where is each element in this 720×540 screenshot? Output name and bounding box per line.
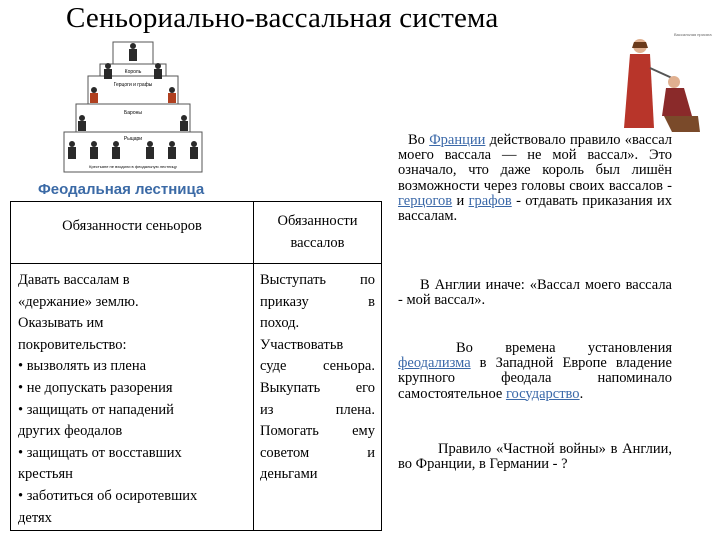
lord-duty-line: • заботиться об осиротевших — [18, 487, 198, 504]
p3-text-b: в Западной Европе владение крупного феодала напоминало самостоятельное — [398, 355, 672, 402]
p1-text-a: Во — [408, 132, 430, 148]
p1-text-c: и — [452, 192, 469, 209]
lord-duty-line: Давать вассалам в — [18, 272, 130, 288]
lord-duty-line: • не допускать разорения — [18, 379, 173, 396]
vassals-duties-list — [254, 264, 381, 486]
vassal-duty-line: Выступать по — [260, 272, 375, 288]
lord-duty-line: покровительство: — [18, 336, 127, 353]
vassal-duty-line: советом и — [260, 444, 375, 461]
vassal-duty-line: деньгами — [260, 466, 318, 483]
paragraph-england-rule — [398, 278, 672, 308]
ladder-level-king: Король — [124, 69, 142, 75]
link-feudalism[interactable]: феодализма — [398, 355, 471, 372]
lord-duty-line: Оказывать им — [18, 315, 104, 332]
lord-duty-line: других феодалов — [18, 423, 123, 440]
p3-text-a: Во времена установления — [456, 340, 672, 356]
header-lords-text: Обязанности сеньоров — [62, 218, 202, 234]
ladder-caption: Феодальная лестница — [38, 181, 205, 198]
lord-duty-line: крестьян — [18, 466, 73, 483]
paragraph-feudalism — [398, 341, 672, 402]
vassal-duty-line: из плена. — [260, 401, 375, 418]
p3-text-c: . — [579, 385, 584, 402]
link-france[interactable]: Франции — [429, 132, 486, 148]
page-title: Сеньориально-вассальная система — [66, 2, 499, 34]
p4-text: Правило «Частной войны» в Англии, во Франции, в Германии - ? — [398, 441, 672, 473]
lords-duties-cell — [11, 264, 254, 531]
lord-duty-line: детях — [18, 509, 52, 526]
lord-duty-line: • защищать от восставших — [18, 444, 182, 461]
header-vassals-line1: Обязанности — [277, 213, 358, 229]
vassal-homage-illustration — [602, 28, 714, 140]
vassals-duties-cell — [254, 264, 382, 531]
lord-duty-line: • защищать от нападений — [18, 401, 174, 418]
lords-duties-list — [11, 264, 253, 529]
ladder-drawing — [58, 40, 208, 180]
vassal-duty-line: Выкупать его — [260, 379, 375, 396]
p2-text: В Англии иначе: «Вассал моего вассала - мой вассал». — [398, 277, 672, 309]
paragraph-france-rule — [398, 133, 672, 224]
ladder-level-peasants: Крестьяне не входили в феодальную лестницу — [89, 164, 177, 169]
p1-text-b: действовало правило «вассал моего вассала — не мой вассал». Это означало, что даже король был лишён возможности через головы своих вассалов - — [398, 132, 672, 194]
ladder-level-barons: Бароны — [124, 110, 142, 116]
homage-image-label: Вассальная присяга — [674, 32, 712, 37]
vassal-duty-line: суде сеньора. — [260, 358, 375, 375]
vassal-duty-line: приказу в — [260, 293, 375, 310]
header-lords-duties — [11, 202, 254, 264]
link-state[interactable]: государство — [505, 385, 580, 402]
lord-duty-line: «держание» землю. — [18, 293, 139, 310]
vassal-duty-line: Участвоватьв — [260, 336, 344, 353]
vassal-duty-line: поход. — [260, 315, 300, 332]
paragraph-private-war — [398, 442, 672, 472]
feudal-ladder-illustration — [58, 40, 208, 198]
header-vassals-line2: вассалов — [290, 235, 345, 251]
ladder-level-knights: Рыцари — [123, 136, 143, 142]
lord-duty-line: • вызволять из плена — [18, 358, 147, 375]
header-vassals-duties — [254, 202, 382, 264]
ladder-level-dukes: Герцоги и графы — [113, 82, 153, 88]
link-dukes[interactable]: герцогов — [398, 192, 453, 209]
p1-text-d: - отдавать приказания их вассалам. — [398, 192, 672, 225]
vassal-duty-line: Помогать ему — [260, 423, 375, 440]
link-counts[interactable]: графов — [468, 192, 512, 209]
duties-table — [10, 201, 382, 531]
